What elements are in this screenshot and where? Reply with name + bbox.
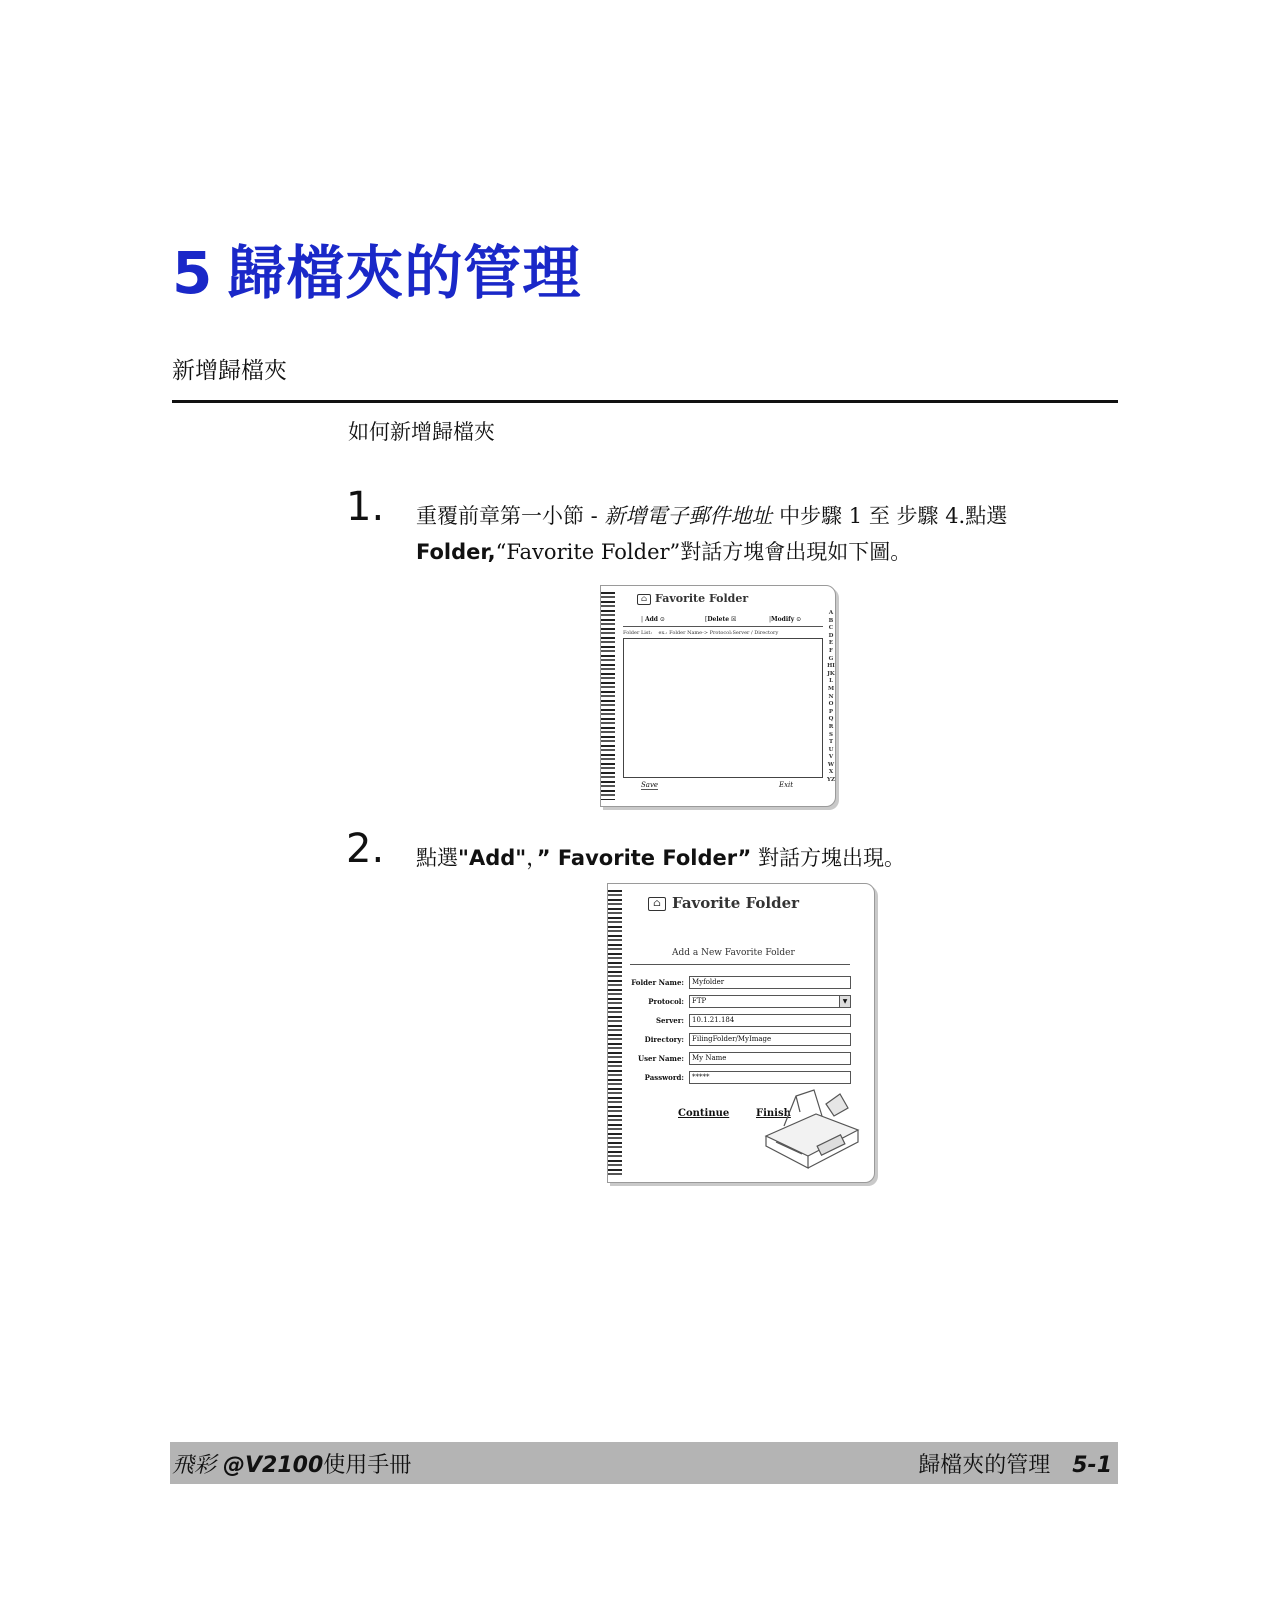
chapter-title (172, 226, 581, 310)
add-favorite-folder-screenshot (607, 883, 875, 1183)
dialog-title (637, 592, 748, 605)
form-divider (630, 964, 850, 965)
chevron-down-icon[interactable]: ▼ (839, 996, 850, 1007)
server-input[interactable]: 10.1.21.184 (689, 1014, 851, 1027)
page-number: 5-1 (1072, 1453, 1112, 1478)
folder-name-row (616, 976, 866, 990)
section-title: 新增歸檔夾 (172, 358, 287, 384)
step-2-part1: 點選 (416, 846, 458, 870)
directory-label: Directory: (644, 1035, 684, 1044)
step-2-bold-1: "Add" (458, 846, 527, 870)
form-header: Add a New Favorite Folder (672, 948, 795, 958)
section-divider (172, 400, 1118, 403)
step-2-part3: 對話方塊出現。 (751, 846, 905, 870)
step-1-part3: “Favorite Folder”對話方塊會出現如下圖。 (495, 540, 912, 564)
folder-list[interactable] (623, 638, 823, 778)
server-label: Server: (656, 1016, 684, 1025)
step-2-number: 2. (346, 826, 385, 872)
folder-name-input[interactable]: Myfolder (689, 976, 851, 989)
dialog-title-text: Favorite Folder (655, 592, 749, 605)
save-button[interactable]: Save (641, 781, 659, 789)
page-footer (170, 1442, 1118, 1484)
step-2-bold-2: ” Favorite Folder” (536, 846, 752, 870)
chapter-title-text: 歸檔夾的管理 (227, 239, 582, 307)
step-1-bold: Folder, (416, 540, 496, 564)
step-1-number: 1. (346, 484, 385, 530)
step-1-part2: 中步驟 1 至 步驟 4.點選 (772, 504, 1008, 528)
folder-icon: ⌂ (648, 897, 666, 911)
folder-name-label: Folder Name: (631, 978, 684, 987)
footer-manual-title (172, 1448, 411, 1479)
server-row (616, 1014, 866, 1028)
footer-manual: 使用手冊 (323, 1453, 412, 1478)
notebook-spiral (601, 592, 615, 800)
modify-button[interactable]: |Modify ⊙ (769, 616, 802, 623)
exit-button[interactable]: Exit (779, 781, 794, 789)
toolbar-divider (623, 626, 823, 627)
footer-model: @V2100 (223, 1453, 324, 1478)
scanner-illustration-icon (756, 1086, 866, 1176)
folder-list-label: Folder List: ex.: Folder Name-> Protocol:Server / Directory (623, 630, 779, 636)
user-name-row (616, 1052, 866, 1066)
add-button[interactable]: | Add ⊙ (641, 616, 665, 623)
dialog-title-text: Favorite Folder (672, 894, 800, 912)
subsection-title: 如何新增歸檔夾 (348, 420, 495, 444)
dialog-title (648, 894, 799, 912)
step-1-link-text: 新增電子郵件地址 (604, 504, 773, 528)
protocol-row (616, 995, 866, 1009)
step-1-text (416, 498, 1128, 570)
footer-chapter (918, 1448, 1112, 1479)
password-label: Password: (644, 1073, 684, 1082)
step-2-text (416, 840, 1128, 876)
password-input[interactable]: ***** (689, 1071, 851, 1084)
protocol-select[interactable]: FTP ▼ (689, 995, 851, 1008)
chapter-number: 5 (172, 239, 214, 307)
user-name-input[interactable]: My Name (689, 1052, 851, 1065)
folder-icon: ⌂ (637, 594, 651, 605)
finish-button[interactable]: Finish (756, 1108, 791, 1119)
continue-button[interactable]: Continue (678, 1108, 730, 1119)
delete-button[interactable]: [Delete ☒ (705, 616, 737, 623)
user-name-label: User Name: (637, 1054, 684, 1063)
alphabet-index[interactable]: ABCDEFGHIJKLMNOPQRSTUVWXYZ (827, 610, 835, 784)
favorite-folder-list-screenshot (600, 585, 836, 807)
footer-brand: 飛彩 (172, 1453, 217, 1478)
directory-row (616, 1033, 866, 1047)
step-1-part1: 重覆前章第一小節 - (416, 504, 605, 528)
protocol-label: Protocol: (648, 997, 684, 1006)
directory-input[interactable]: FilingFolder/MyImage (689, 1033, 851, 1046)
step-2-part2: ， (526, 846, 537, 870)
footer-chapter-name: 歸檔夾的管理 (918, 1453, 1051, 1478)
password-row (616, 1071, 866, 1085)
